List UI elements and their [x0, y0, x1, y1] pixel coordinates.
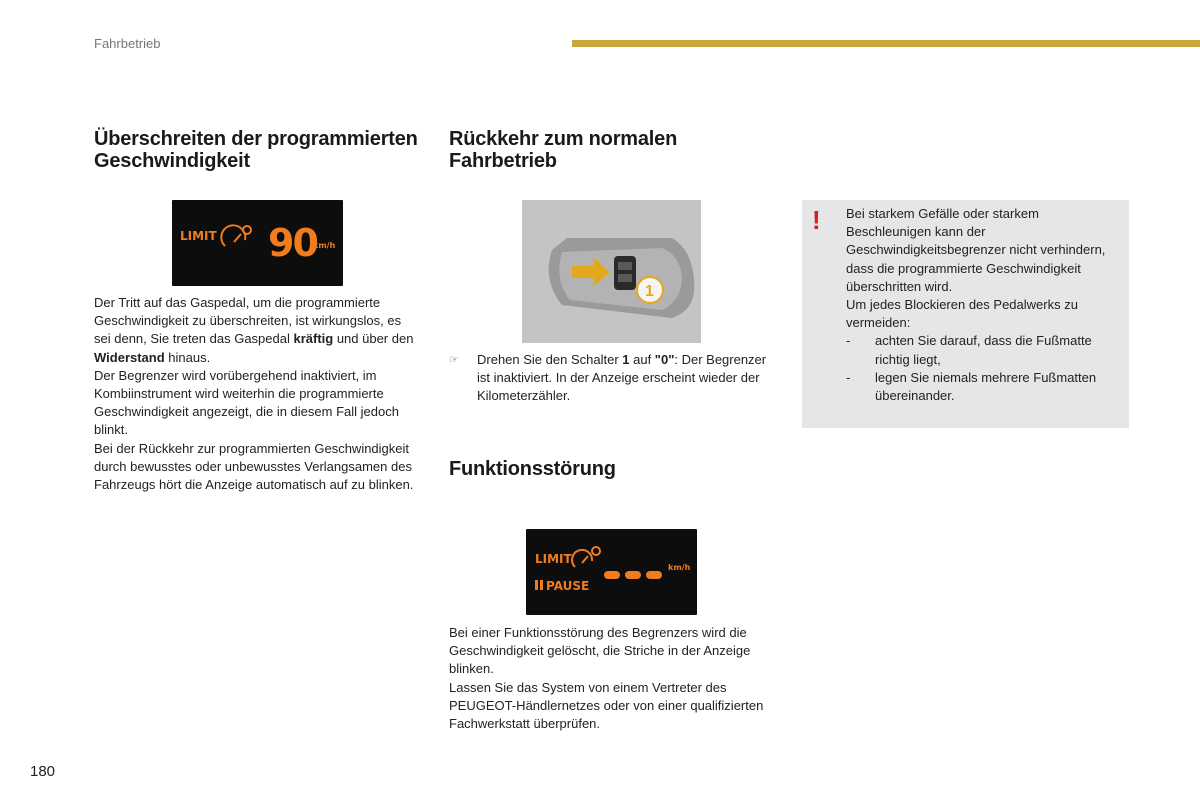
header-accent-bar — [572, 40, 1200, 47]
speed-dashes — [604, 571, 662, 579]
malfunction-paragraph-2: Lassen Sie das System von einem Vertreter des PEUGEOT-Händlernetzes oder von einer qualifizierten Fachwerkstatt überprüfen. — [449, 679, 764, 732]
instruction-bullet — [449, 351, 779, 406]
left-paragraph-3: Bei der Rückkehr zur programmierten Geschwindigkeit durch bewusstes oder unbewusstes Verlangsamen des Fahrzeugs hört die Anzeige automatisch auf zu blinken. — [94, 440, 414, 493]
malfunction-display — [526, 529, 697, 615]
speed-limit-display-graphic — [172, 200, 343, 286]
callout-1-label: 1 — [645, 283, 654, 300]
display-limit-label: LIMIT — [535, 552, 572, 566]
warning-list-item: - legen Sie niemals mehrere Fußmatten übereinander. — [846, 369, 1097, 404]
left-paragraph-1: Der Tritt auf das Gaspedal, um die programmierte Geschwindigkeit zu überschreiten, ist wirkungslos, es sei denn, Sie treten das Gaspedal kräftig und über den Widerstand hinaus. — [94, 295, 414, 365]
malfunction-body-text — [449, 624, 779, 733]
speed-limit-display — [172, 200, 343, 286]
left-paragraph-2: Der Begrenzer wird vorübergehend inaktiviert, im Kombiinstrument wird weiterhin die programmierte Geschwindigkeit angezeigt, die in diesem Fall jedoch blinkt. — [94, 367, 399, 438]
speedometer-icon — [572, 547, 600, 567]
speedometer-icon — [221, 225, 251, 246]
steering-switch-illustration — [522, 200, 701, 343]
pause-icon — [535, 580, 538, 590]
warning-list-item: - achten Sie darauf, dass die Fußmatte richtig liegt, — [846, 333, 1092, 367]
display-limit-label: LIMIT — [180, 229, 217, 243]
heading-return-normal: Rückkehr zum normalen Fahrbetrieb — [449, 128, 678, 172]
display-pause-label: PAUSE — [546, 579, 590, 593]
warning-icon: ! — [812, 205, 821, 235]
malfunction-paragraph-1: Bei einer Funktionsstörung des Begrenzers wird die Geschwindigkeit gelöscht, die Striche in der Anzeige blinken. — [449, 625, 751, 677]
display-unit: km/h — [313, 241, 336, 250]
section-label: Fahrbetrieb — [94, 36, 161, 51]
page-number: 180 — [30, 763, 56, 780]
warning-text — [846, 205, 1122, 405]
heading-exceed-speed: Überschreiten der programmierten Geschwindigkeit — [94, 128, 418, 172]
warning-second: Um jedes Blockieren des Pedalwerks zu vermeiden: — [846, 297, 1078, 331]
heading-malfunction: Funktionsstörung — [449, 458, 616, 480]
left-body-text — [94, 294, 420, 494]
display-unit: km/h — [668, 563, 691, 572]
display-speed-value: 90 — [268, 221, 317, 265]
instruction-text: Drehen Sie den Schalter 1 auf "0": Der Begrenzer ist inaktiviert. In der Anzeige erscheint wieder der Kilometerzähler. — [477, 352, 767, 404]
malfunction-display-graphic — [526, 529, 697, 615]
warning-intro: Bei starkem Gefälle oder starkem Beschleunigen kann der Geschwindigkeitsbegrenzer nicht verhindern, dass die programmierte Geschwindigkeit überschritten wird. — [846, 206, 1106, 294]
pointing-hand-icon: ☞ — [449, 354, 459, 366]
switch-photo — [522, 200, 701, 343]
